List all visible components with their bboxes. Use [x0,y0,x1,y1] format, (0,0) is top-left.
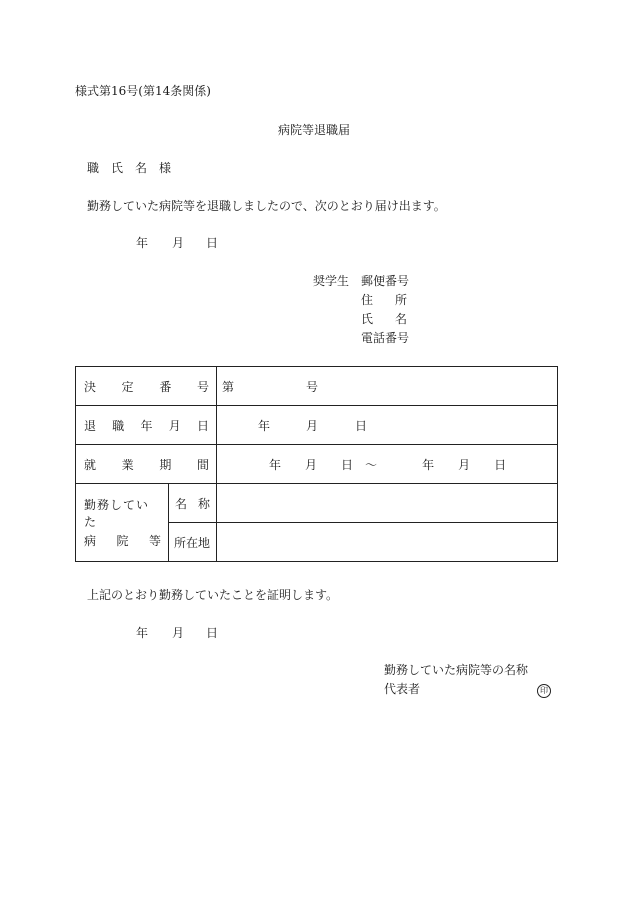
applicant-role: 奨学生 [313,274,350,288]
label-char: 等 [148,534,161,548]
label-char: 決 [84,379,97,394]
retirement-date-value[interactable] [217,406,558,445]
addressee-char: 様 [158,161,171,175]
address-label [361,293,407,307]
label-char: 期 [159,457,172,472]
start-month-unit: 月 [305,457,318,472]
label-char: 名 [175,496,188,511]
year-unit: 年 [258,418,271,433]
label-char: 月 [168,418,181,433]
decision-number-value[interactable] [217,367,558,406]
label-char: 氏 [361,312,374,326]
work-period-row [76,445,558,484]
day-label: 日 [206,236,219,250]
end-year-unit: 年 [422,457,435,472]
seal-icon: 印 [537,684,551,698]
addressee-char: 氏 [110,161,123,175]
cert-year-label: 年 [136,626,149,640]
label-char: 称 [197,496,210,511]
addressee-char: 職 [87,161,100,175]
hospital-label-line2 [84,532,161,549]
label-char: 職 [112,418,125,433]
label-char: 病 [84,534,97,548]
day-unit: 日 [355,418,368,433]
start-year-unit: 年 [269,457,282,472]
label-char: 院 [116,534,129,548]
label-char: 年 [140,418,153,433]
hospital-location-field[interactable] [217,523,558,562]
year-label: 年 [136,236,149,250]
decision-number-row [76,367,558,406]
location-label-text: 所在地 [174,535,211,550]
decision-suffix: 号 [306,379,319,394]
phone-label: 電話番号 [361,331,410,345]
hospital-name-field[interactable] [217,484,558,523]
decision-prefix: 第 [222,379,235,394]
end-month-unit: 月 [458,457,471,472]
start-day-unit: 日 [341,457,354,472]
cert-month-label: 月 [172,626,185,640]
representative-label: 代表者 [384,682,421,696]
period-separator: ～ [365,457,378,472]
label-char: 日 [196,418,209,433]
form-number: 様式第16号(第14条関係) [75,84,211,98]
hospital-name-label [169,484,217,523]
label-char: 住 [361,293,374,307]
label-char: 所 [394,293,407,307]
label-char: 間 [196,457,209,472]
certifier-hospital-name-label: 勤務していた病院等の名称 [384,663,529,677]
retirement-date-row [76,406,558,445]
label-char: 退 [84,418,97,433]
label-char: 就 [84,457,97,472]
certification-statement: 上記のとおり勤務していたことを証明します。 [87,588,339,602]
seal-mark [537,682,551,698]
postal-code-label: 郵便番号 [361,274,410,288]
hospital-location-label [169,523,217,562]
hospital-label [76,484,169,562]
addressee-char: 名 [134,161,147,175]
addressee [87,161,171,175]
retirement-date-label [76,406,217,445]
form-table [75,366,558,562]
label-char: 号 [196,379,209,394]
decision-number-label [76,367,217,406]
statement: 勤務していた病院等を退職しましたので、次のとおり届け出ます。 [87,199,446,213]
label-char: 名 [394,312,407,326]
name-label [361,312,407,326]
work-period-value[interactable] [217,445,558,484]
end-day-unit: 日 [494,457,507,472]
label-char: 定 [121,379,134,394]
month-label: 月 [172,236,185,250]
hospital-name-row [76,484,558,523]
label-char: 業 [121,457,134,472]
cert-day-label: 日 [206,626,219,640]
form-title: 病院等退職届 [278,123,351,137]
label-char: 番 [159,379,172,394]
month-unit: 月 [306,418,319,433]
work-period-label [76,445,217,484]
hospital-label-line1: 勤務していた [84,498,150,529]
